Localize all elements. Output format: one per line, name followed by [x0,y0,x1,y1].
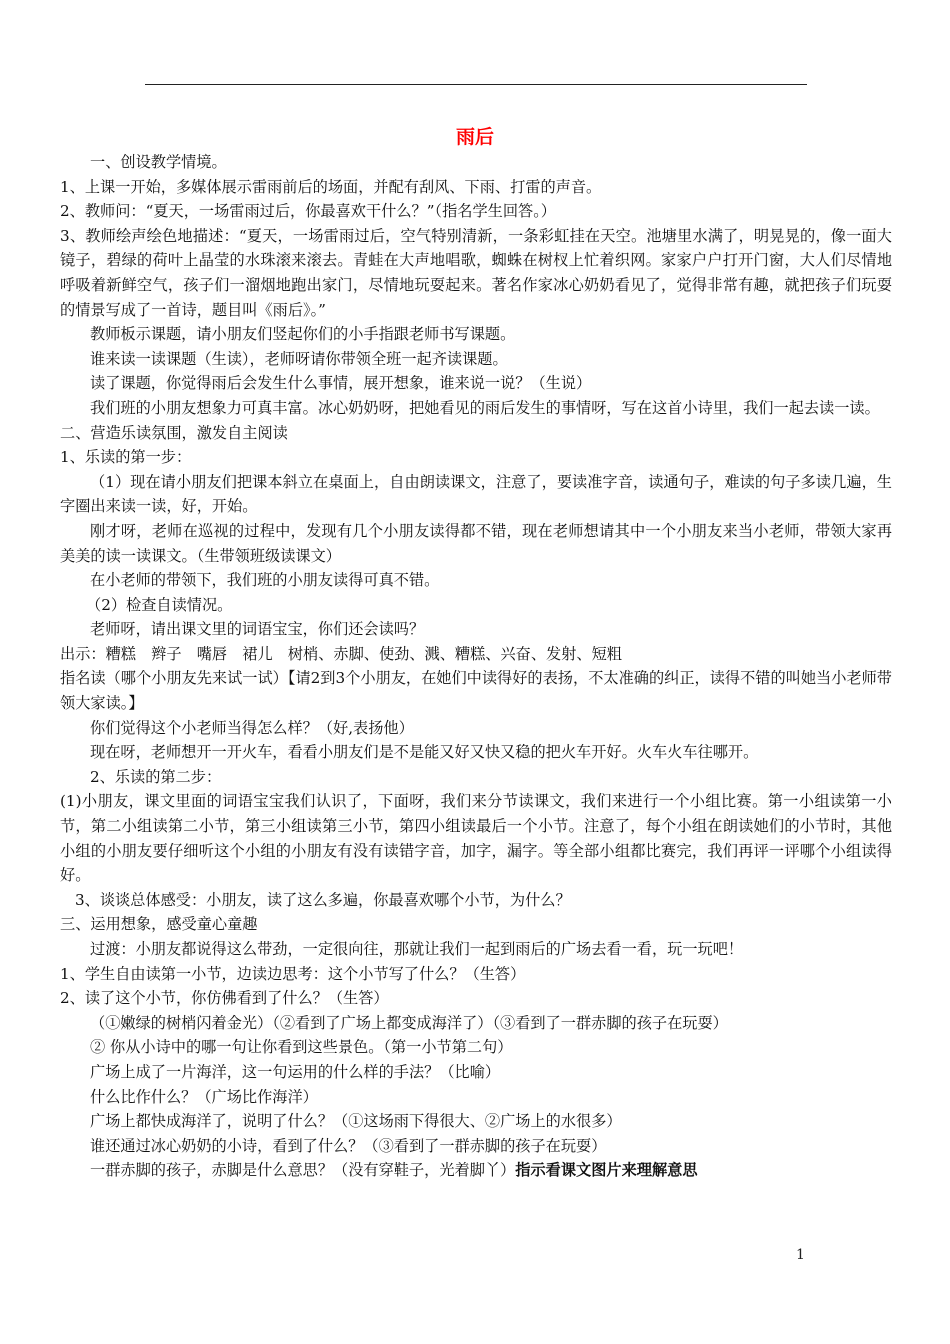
paragraph: 指名读（哪个小朋友先来试一试）【请2到3个小朋友，在她们中读得好的表扬，不太准确的纠正，读得不错的叫她当小老师带领大家读。】 [60,669,892,713]
section-heading: 二、营造乐读氛围，激发自主阅读 [60,423,288,442]
paragraph: （①嫩绿的树梢闪着金光）（②看到了广场上都变成海洋了）（③看到了一群赤脚的孩子在玩耍） [90,1013,728,1032]
document-body [60,150,892,1183]
paragraph: 谁还通过冰心奶奶的小诗，看到了什么？（③看到了一群赤脚的孩子在玩耍） [90,1136,607,1155]
page-title: 雨后 [455,126,494,148]
paragraph: 在小老师的带领下，我们班的小朋友读得可真不错。 [90,571,440,590]
paragraph: 我们班的小朋友想象力可真丰富。冰心奶奶呀，把她看见的雨后发生的事情呀，写在这首小诗里，我们一起去读一读。 [90,398,880,417]
paragraph: 广场上成了一片海洋，这一句运用的什么样的手法？（比喻） [90,1062,501,1081]
bold-instruction: 指示看课文图片来理解意思 [515,1161,698,1180]
paragraph: 1、上课一开始，多媒体展示雷雨前后的场面，并配有刮风、下雨、打雷的声音。 [60,177,602,196]
paragraph: ② 你从小诗中的哪一句让你看到这些景色。（第一小节第二句） [90,1038,513,1057]
paragraph: 1、学生自由读第一小节，边读边思考：这个小节写了什么？（生答） [60,964,526,983]
paragraph [60,1158,892,1183]
paragraph: 2、读了这个小节，你仿佛看到了什么？（生答） [60,989,389,1008]
paragraph: 读了课题，你觉得雨后会发生什么事情，展开想象，谁来说一说？（生说） [90,374,592,393]
header-rule [145,84,807,85]
paragraph: 教师板示课题，请小朋友们竖起你们的小手指跟老师书写课题。 [90,325,516,344]
paragraph: （1）现在请小朋友们把课本斜立在桌面上，自由朗读课文，注意了，要读准字音，读通句子，难读的句子多读几遍，生字圈出来读一读，好，开始。 [60,472,892,516]
paragraph: 老师呀，请出课文里的词语宝宝，你们还会读吗？ [90,620,425,639]
paragraph: （2）检查自读情况。 [86,595,233,614]
section-heading: 一、创设教学情境。 [90,153,227,171]
paragraph: 3、谈谈总体感受：小朋友，读了这么多遍，你最喜欢哪个小节，为什么？ [75,890,571,909]
paragraph: 2、乐读的第二步： [90,767,222,786]
paragraph: 现在呀，老师想开一开火车，看看小朋友们是不是能又好又快又稳的把火车开好。火车火车往哪开。 [90,743,759,762]
paragraph: 过渡：小朋友都说得这么带劲，一定很向往，那就让我们一起到雨后的广场去看一看，玩一玩吧！ [90,940,744,958]
word-list: 出示：糟糕 辫子 嘴唇 裙儿 树梢、赤脚、使劲、溅、糟糕、兴奋、发射、短粗 [60,644,622,663]
section-heading: 三、运用想象，感受童心童趣 [60,915,258,934]
paragraph: 你们觉得这个小老师当得怎么样？（好,表扬他） [90,718,414,737]
paragraph: 3、教师绘声绘色地描述：“夏天，一场雷雨过后，空气特别清新，一条彩虹挂在天空。池塘里水满了，明晃晃的，像一面大镜子，碧绿的荷叶上晶莹的水珠滚来滚去。青蛙在大声地唱歌，蜘蛛在树杈上忙着织网。家家户户打开门窗，大人们尽情地呼吸着新鲜空气，孩子们一溜烟地跑出家门，尽情地玩耍起来。著名作家冰心奶奶看见了，觉得非常有趣，就把孩子们玩耍的情景写成了一首诗，题目叫《雨后》。” [60,226,892,319]
question-text: 一群赤脚的孩子，赤脚是什么意思？（没有穿鞋子，光着脚丫） [90,1161,516,1180]
paragraph: 谁来读一读课题（生读），老师呀请你带领全班一起齐读课题。 [90,349,508,368]
paragraph: 广场上都快成海洋了，说明了什么？（①这场雨下得很大、②广场上的水很多） [90,1112,622,1131]
page-number: 1 [796,1247,805,1263]
paragraph: 刚才呀，老师在巡视的过程中，发现有几个小朋友读得都不错，现在老师想请其中一个小朋友来当小老师，带领大家再美美的读一读课文。（生带领班级读课文） [60,521,892,565]
paragraph: 2、教师问：“夏天，一场雷雨过后，你最喜欢干什么？”（指名学生回答。） [60,202,556,221]
paragraph: (1)小朋友，课文里面的词语宝宝我们认识了，下面呀，我们来分节读课文，我们来进行一个小组比赛。第一小组读第一小节，第二小组读第二小节，第三小组读第三小节，第四小组读最后一个小节。注意了，每个小组在朗读她们的小节时，其他小组的小朋友要仔细听这个小组的小朋友有没有读错字音，加字，漏字。等全部小组都比赛完，我们再评一评哪个小组读得好。 [60,792,892,885]
paragraph: 1、乐读的第一步： [60,448,192,467]
paragraph: 什么比作什么？（广场比作海洋） [90,1087,318,1106]
